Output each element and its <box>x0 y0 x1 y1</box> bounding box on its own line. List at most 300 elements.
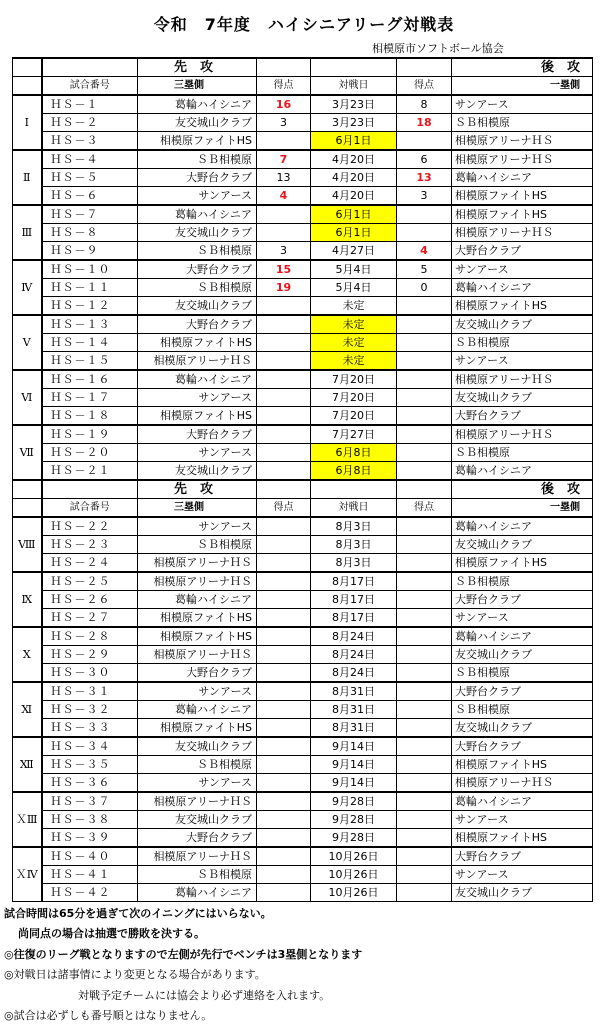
first-base-team: 大野台クラブ <box>452 407 593 426</box>
match-date: 3月23日 <box>311 95 397 114</box>
away-score <box>397 334 452 352</box>
first-base-team: 相模原ファイトHS <box>452 297 593 316</box>
match-date: 8月31日 <box>311 719 397 738</box>
home-score <box>257 847 311 866</box>
match-date: 10月26日 <box>311 866 397 884</box>
header-blank <box>397 480 452 499</box>
first-base-team: ＳＢ相模原 <box>452 114 593 132</box>
third-base-team: 相模原ファイトHS <box>138 407 257 426</box>
first-base-team: ＳＢ相模原 <box>452 664 593 683</box>
match-row <box>13 847 593 866</box>
match-date: 6月1日 <box>311 132 397 151</box>
match-row <box>13 132 593 151</box>
home-score <box>257 591 311 609</box>
match-row <box>13 609 593 628</box>
match-number: ＨＳ－１６ <box>42 370 138 389</box>
match-row <box>13 279 593 297</box>
third-base-team: 相模原ファイトHS <box>138 719 257 738</box>
home-score <box>257 664 311 683</box>
away-score <box>397 370 452 389</box>
match-number: ＨＳ－１９ <box>42 425 138 444</box>
match-date: 7月20日 <box>311 389 397 407</box>
home-score <box>257 352 311 371</box>
header-senko: 先 攻 <box>138 480 257 499</box>
first-base-team: 友交城山クラブ <box>452 536 593 554</box>
match-row <box>13 315 593 334</box>
first-base-team: 相模原ファイトHS <box>452 756 593 774</box>
round-label: Ⅰ <box>13 95 42 150</box>
match-row <box>13 242 593 261</box>
match-number: ＨＳ－２０ <box>42 444 138 462</box>
match-date: 9月28日 <box>311 792 397 811</box>
notes-section <box>4 904 362 1026</box>
third-base-team: 葛輪ハイシニア <box>138 701 257 719</box>
first-base-team: 大野台クラブ <box>452 591 593 609</box>
third-base-team: 葛輪ハイシニア <box>138 205 257 224</box>
round-label: Ⅹ <box>13 627 42 682</box>
match-row <box>13 884 593 902</box>
match-number: ＨＳ－７ <box>42 205 138 224</box>
match-number: ＨＳ－１１ <box>42 279 138 297</box>
match-number: ＨＳ－３ <box>42 132 138 151</box>
third-base-team: 葛輪ハイシニア <box>138 591 257 609</box>
match-date: 4月20日 <box>311 150 397 169</box>
header-blank <box>13 77 42 96</box>
away-score <box>397 719 452 738</box>
home-score: 3 <box>257 242 311 261</box>
match-row <box>13 737 593 756</box>
first-base-team: サンアース <box>452 609 593 628</box>
match-row <box>13 334 593 352</box>
match-row <box>13 205 593 224</box>
match-row <box>13 407 593 426</box>
third-base-team: 友交城山クラブ <box>138 224 257 242</box>
match-number: ＨＳ－２３ <box>42 536 138 554</box>
away-score: 3 <box>397 187 452 206</box>
first-base-team: 葛輪ハイシニア <box>452 462 593 481</box>
away-score <box>397 591 452 609</box>
home-score <box>257 425 311 444</box>
match-row <box>13 701 593 719</box>
match-date: 8月17日 <box>311 609 397 628</box>
match-date: 5月4日 <box>311 279 397 297</box>
match-number: ＨＳ－１３ <box>42 315 138 334</box>
match-date: 6月1日 <box>311 224 397 242</box>
match-row <box>13 646 593 664</box>
note-line: 試合時間は65分を過ぎて次のイニングにはいらない。 <box>4 907 272 920</box>
home-score <box>257 756 311 774</box>
match-row <box>13 591 593 609</box>
away-score <box>397 646 452 664</box>
header-blank <box>311 58 397 77</box>
match-date: 4月20日 <box>311 187 397 206</box>
header-blank <box>257 480 311 499</box>
third-base-team: ＳＢ相模原 <box>138 279 257 297</box>
away-score <box>397 572 452 591</box>
match-date: 10月26日 <box>311 884 397 902</box>
col-date: 対戦日 <box>311 499 397 518</box>
match-row <box>13 811 593 829</box>
round-label: Ⅺ <box>13 682 42 737</box>
third-base-team: サンアース <box>138 517 257 536</box>
match-date: 9月28日 <box>311 811 397 829</box>
match-number: ＨＳ－３６ <box>42 774 138 793</box>
col-third-base: 三塁側 <box>138 77 257 96</box>
header-blank <box>42 58 138 77</box>
match-number: ＨＳ－１４ <box>42 334 138 352</box>
first-base-team: 友交城山クラブ <box>452 646 593 664</box>
match-date: 8月3日 <box>311 536 397 554</box>
round-label: Ⅶ <box>13 425 42 480</box>
third-base-team: 相模原アリーナＨＳ <box>138 792 257 811</box>
match-row <box>13 260 593 279</box>
match-number: ＨＳ－２５ <box>42 572 138 591</box>
match-row <box>13 829 593 848</box>
round-label: ＸⅣ <box>13 847 42 902</box>
round-label: Ⅲ <box>13 205 42 260</box>
away-score <box>397 609 452 628</box>
away-score <box>397 132 452 151</box>
match-date: 3月23日 <box>311 114 397 132</box>
match-number: ＨＳ－５ <box>42 169 138 187</box>
third-base-team: 葛輪ハイシニア <box>138 884 257 902</box>
home-score: 19 <box>257 279 311 297</box>
third-base-team: 葛輪ハイシニア <box>138 95 257 114</box>
first-base-team: 友交城山クラブ <box>452 884 593 902</box>
home-score <box>257 682 311 701</box>
away-score: 18 <box>397 114 452 132</box>
col-first-base: 一塁側 <box>452 499 593 518</box>
header-blank <box>257 58 311 77</box>
third-base-team: 相模原ファイトHS <box>138 132 257 151</box>
first-base-team: 相模原アリーナＨＳ <box>452 150 593 169</box>
header-row-columns <box>13 499 593 518</box>
away-score <box>397 224 452 242</box>
third-base-team: サンアース <box>138 444 257 462</box>
match-date: 未定 <box>311 334 397 352</box>
first-base-team: 相模原ファイトHS <box>452 554 593 573</box>
header-row-columns <box>13 77 593 96</box>
match-number: ＨＳ－３９ <box>42 829 138 848</box>
home-score: 16 <box>257 95 311 114</box>
col-score: 得点 <box>257 77 311 96</box>
away-score: 6 <box>397 150 452 169</box>
match-number: ＨＳ－１７ <box>42 389 138 407</box>
match-date: 6月8日 <box>311 462 397 481</box>
header-row-attack <box>13 480 593 499</box>
home-score <box>257 719 311 738</box>
match-date: 7月20日 <box>311 370 397 389</box>
home-score <box>257 609 311 628</box>
third-base-team: 相模原アリーナＨＳ <box>138 572 257 591</box>
home-score <box>257 646 311 664</box>
round-label: Ⅱ <box>13 150 42 205</box>
first-base-team: 相模原ファイトHS <box>452 829 593 848</box>
home-score <box>257 774 311 793</box>
match-date: 8月31日 <box>311 682 397 701</box>
third-base-team: 大野台クラブ <box>138 260 257 279</box>
third-base-team: 友交城山クラブ <box>138 737 257 756</box>
header-koko: 後 攻 <box>452 480 593 499</box>
match-row <box>13 774 593 793</box>
away-score <box>397 664 452 683</box>
home-score <box>257 866 311 884</box>
round-label: Ⅵ <box>13 370 42 425</box>
match-date: 未定 <box>311 297 397 316</box>
away-score <box>397 536 452 554</box>
match-number: ＨＳ－２７ <box>42 609 138 628</box>
match-number: ＨＳ－４２ <box>42 884 138 902</box>
match-date: 6月1日 <box>311 205 397 224</box>
col-first-base: 一塁側 <box>452 77 593 96</box>
round-label: ＸⅢ <box>13 792 42 847</box>
match-row <box>13 536 593 554</box>
match-row <box>13 389 593 407</box>
first-base-team: ＳＢ相模原 <box>452 572 593 591</box>
away-score <box>397 352 452 371</box>
match-date: 9月28日 <box>311 829 397 848</box>
match-row <box>13 554 593 573</box>
third-base-team: 大野台クラブ <box>138 829 257 848</box>
home-score <box>257 701 311 719</box>
schedule-table <box>12 57 593 902</box>
first-base-team: 相模原ファイトHS <box>452 205 593 224</box>
match-number: ＨＳ－４ <box>42 150 138 169</box>
first-base-team: ＳＢ相模原 <box>452 701 593 719</box>
first-base-team: 大野台クラブ <box>452 737 593 756</box>
match-number: ＨＳ－３７ <box>42 792 138 811</box>
match-number: ＨＳ－２８ <box>42 627 138 646</box>
third-base-team: 相模原ファイトHS <box>138 609 257 628</box>
match-number: ＨＳ－２４ <box>42 554 138 573</box>
third-base-team: 相模原ファイトHS <box>138 627 257 646</box>
match-row <box>13 150 593 169</box>
home-score: 15 <box>257 260 311 279</box>
match-date: 8月3日 <box>311 554 397 573</box>
match-row <box>13 719 593 738</box>
away-score <box>397 407 452 426</box>
away-score <box>397 737 452 756</box>
away-score <box>397 756 452 774</box>
match-date: 7月20日 <box>311 407 397 426</box>
home-score <box>257 536 311 554</box>
home-score <box>257 224 311 242</box>
match-row <box>13 297 593 316</box>
match-number: ＨＳ－４１ <box>42 866 138 884</box>
match-date: 8月17日 <box>311 572 397 591</box>
third-base-team: ＳＢ相模原 <box>138 756 257 774</box>
third-base-team: 葛輪ハイシニア <box>138 370 257 389</box>
first-base-team: 友交城山クラブ <box>452 315 593 334</box>
match-row <box>13 866 593 884</box>
match-row <box>13 572 593 591</box>
home-score <box>257 315 311 334</box>
first-base-team: 葛輪ハイシニア <box>452 627 593 646</box>
first-base-team: 葛輪ハイシニア <box>452 517 593 536</box>
first-base-team: 相模原アリーナＨＳ <box>452 132 593 151</box>
header-blank <box>13 499 42 518</box>
home-score <box>257 370 311 389</box>
home-score: 7 <box>257 150 311 169</box>
match-number: ＨＳ－２ <box>42 114 138 132</box>
away-score <box>397 517 452 536</box>
home-score <box>257 829 311 848</box>
round-label: Ⅳ <box>13 260 42 315</box>
first-base-team: 大野台クラブ <box>452 682 593 701</box>
first-base-team: 友交城山クラブ <box>452 389 593 407</box>
away-score: 8 <box>397 95 452 114</box>
match-number: ＨＳ－３５ <box>42 756 138 774</box>
home-score <box>257 572 311 591</box>
away-score <box>397 829 452 848</box>
away-score <box>397 627 452 646</box>
third-base-team: 友交城山クラブ <box>138 462 257 481</box>
page-title: 令和 7年度 ハイシニアリーグ対戦表 <box>153 15 455 34</box>
away-score <box>397 792 452 811</box>
away-score: 0 <box>397 279 452 297</box>
match-date: 10月26日 <box>311 847 397 866</box>
match-row <box>13 352 593 371</box>
third-base-team: 大野台クラブ <box>138 425 257 444</box>
note-line: 対戦予定チームには協会より必ず連絡を入れます。 <box>78 988 331 1002</box>
header-blank <box>397 58 452 77</box>
match-row <box>13 792 593 811</box>
match-number: ＨＳ－９ <box>42 242 138 261</box>
match-row <box>13 517 593 536</box>
away-score <box>397 774 452 793</box>
col-match-number: 試合番号 <box>42 77 138 96</box>
match-date: 9月14日 <box>311 737 397 756</box>
col-match-number: 試合番号 <box>42 499 138 518</box>
home-score <box>257 205 311 224</box>
home-score <box>257 811 311 829</box>
first-base-team: ＳＢ相模原 <box>452 334 593 352</box>
match-number: ＨＳ－３２ <box>42 701 138 719</box>
match-row <box>13 370 593 389</box>
away-score <box>397 205 452 224</box>
away-score <box>397 701 452 719</box>
match-date: 8月17日 <box>311 591 397 609</box>
match-number: ＨＳ－８ <box>42 224 138 242</box>
match-number: ＨＳ－１５ <box>42 352 138 371</box>
away-score <box>397 444 452 462</box>
away-score <box>397 682 452 701</box>
first-base-team: ＳＢ相模原 <box>452 444 593 462</box>
match-number: ＨＳ－３０ <box>42 664 138 683</box>
match-row <box>13 756 593 774</box>
match-row <box>13 425 593 444</box>
first-base-team: 相模原アリーナＨＳ <box>452 224 593 242</box>
away-score <box>397 315 452 334</box>
home-score <box>257 884 311 902</box>
first-base-team: サンアース <box>452 866 593 884</box>
away-score <box>397 866 452 884</box>
away-score <box>397 847 452 866</box>
third-base-team: サンアース <box>138 389 257 407</box>
match-number: ＨＳ－２９ <box>42 646 138 664</box>
match-number: ＨＳ－１０ <box>42 260 138 279</box>
match-number: ＨＳ－１ <box>42 95 138 114</box>
match-number: ＨＳ－３４ <box>42 737 138 756</box>
first-base-team: サンアース <box>452 811 593 829</box>
match-row <box>13 627 593 646</box>
header-senko: 先 攻 <box>138 58 257 77</box>
match-number: ＨＳ－２１ <box>42 462 138 481</box>
home-score <box>257 462 311 481</box>
home-score <box>257 297 311 316</box>
match-row <box>13 664 593 683</box>
match-date: 8月24日 <box>311 664 397 683</box>
away-score <box>397 297 452 316</box>
first-base-team: 葛輪ハイシニア <box>452 792 593 811</box>
round-label: Ⅷ <box>13 517 42 572</box>
third-base-team: 相模原ファイトHS <box>138 334 257 352</box>
away-score <box>397 425 452 444</box>
match-number: ＨＳ－６ <box>42 187 138 206</box>
note-line: ◎往復のリーグ戦となりますので左側が先行でベンチは3塁側となります <box>4 947 363 961</box>
match-date: 5月4日 <box>311 260 397 279</box>
away-score: 13 <box>397 169 452 187</box>
match-date: 9月14日 <box>311 756 397 774</box>
match-date: 8月3日 <box>311 517 397 536</box>
home-score <box>257 737 311 756</box>
first-base-team: 相模原アリーナＨＳ <box>452 370 593 389</box>
match-number: ＨＳ－２２ <box>42 517 138 536</box>
third-base-team: ＳＢ相模原 <box>138 150 257 169</box>
third-base-team: 大野台クラブ <box>138 169 257 187</box>
note-line: ◎対戦日は諸事情により変更となる場合があります。 <box>4 968 266 982</box>
header-blank <box>13 58 42 77</box>
first-base-team: 相模原アリーナＨＳ <box>452 774 593 793</box>
first-base-team: 葛輪ハイシニア <box>452 169 593 187</box>
home-score: 13 <box>257 169 311 187</box>
header-blank <box>311 480 397 499</box>
home-score: 3 <box>257 114 311 132</box>
third-base-team: 大野台クラブ <box>138 315 257 334</box>
away-score <box>397 554 452 573</box>
third-base-team: 友交城山クラブ <box>138 297 257 316</box>
match-row <box>13 462 593 481</box>
third-base-team: 相模原アリーナＨＳ <box>138 646 257 664</box>
home-score <box>257 334 311 352</box>
away-score <box>397 884 452 902</box>
third-base-team: 友交城山クラブ <box>138 811 257 829</box>
match-row <box>13 682 593 701</box>
match-date: 7月27日 <box>311 425 397 444</box>
match-row <box>13 169 593 187</box>
match-date: 未定 <box>311 315 397 334</box>
note-line: ◎試合は必ずしも番号順とはなりません。 <box>4 1009 213 1023</box>
round-label: Ⅸ <box>13 572 42 627</box>
home-score: 4 <box>257 187 311 206</box>
match-row <box>13 444 593 462</box>
home-score <box>257 554 311 573</box>
away-score: 4 <box>397 242 452 261</box>
header-blank <box>13 480 42 499</box>
third-base-team: 相模原アリーナＨＳ <box>138 554 257 573</box>
away-score: 5 <box>397 260 452 279</box>
third-base-team: 友交城山クラブ <box>138 114 257 132</box>
first-base-team: サンアース <box>452 352 593 371</box>
col-score: 得点 <box>397 77 452 96</box>
home-score <box>257 792 311 811</box>
match-date: 8月24日 <box>311 646 397 664</box>
home-score <box>257 627 311 646</box>
col-score: 得点 <box>397 499 452 518</box>
first-base-team: 大野台クラブ <box>452 242 593 261</box>
col-score: 得点 <box>257 499 311 518</box>
match-row <box>13 95 593 114</box>
